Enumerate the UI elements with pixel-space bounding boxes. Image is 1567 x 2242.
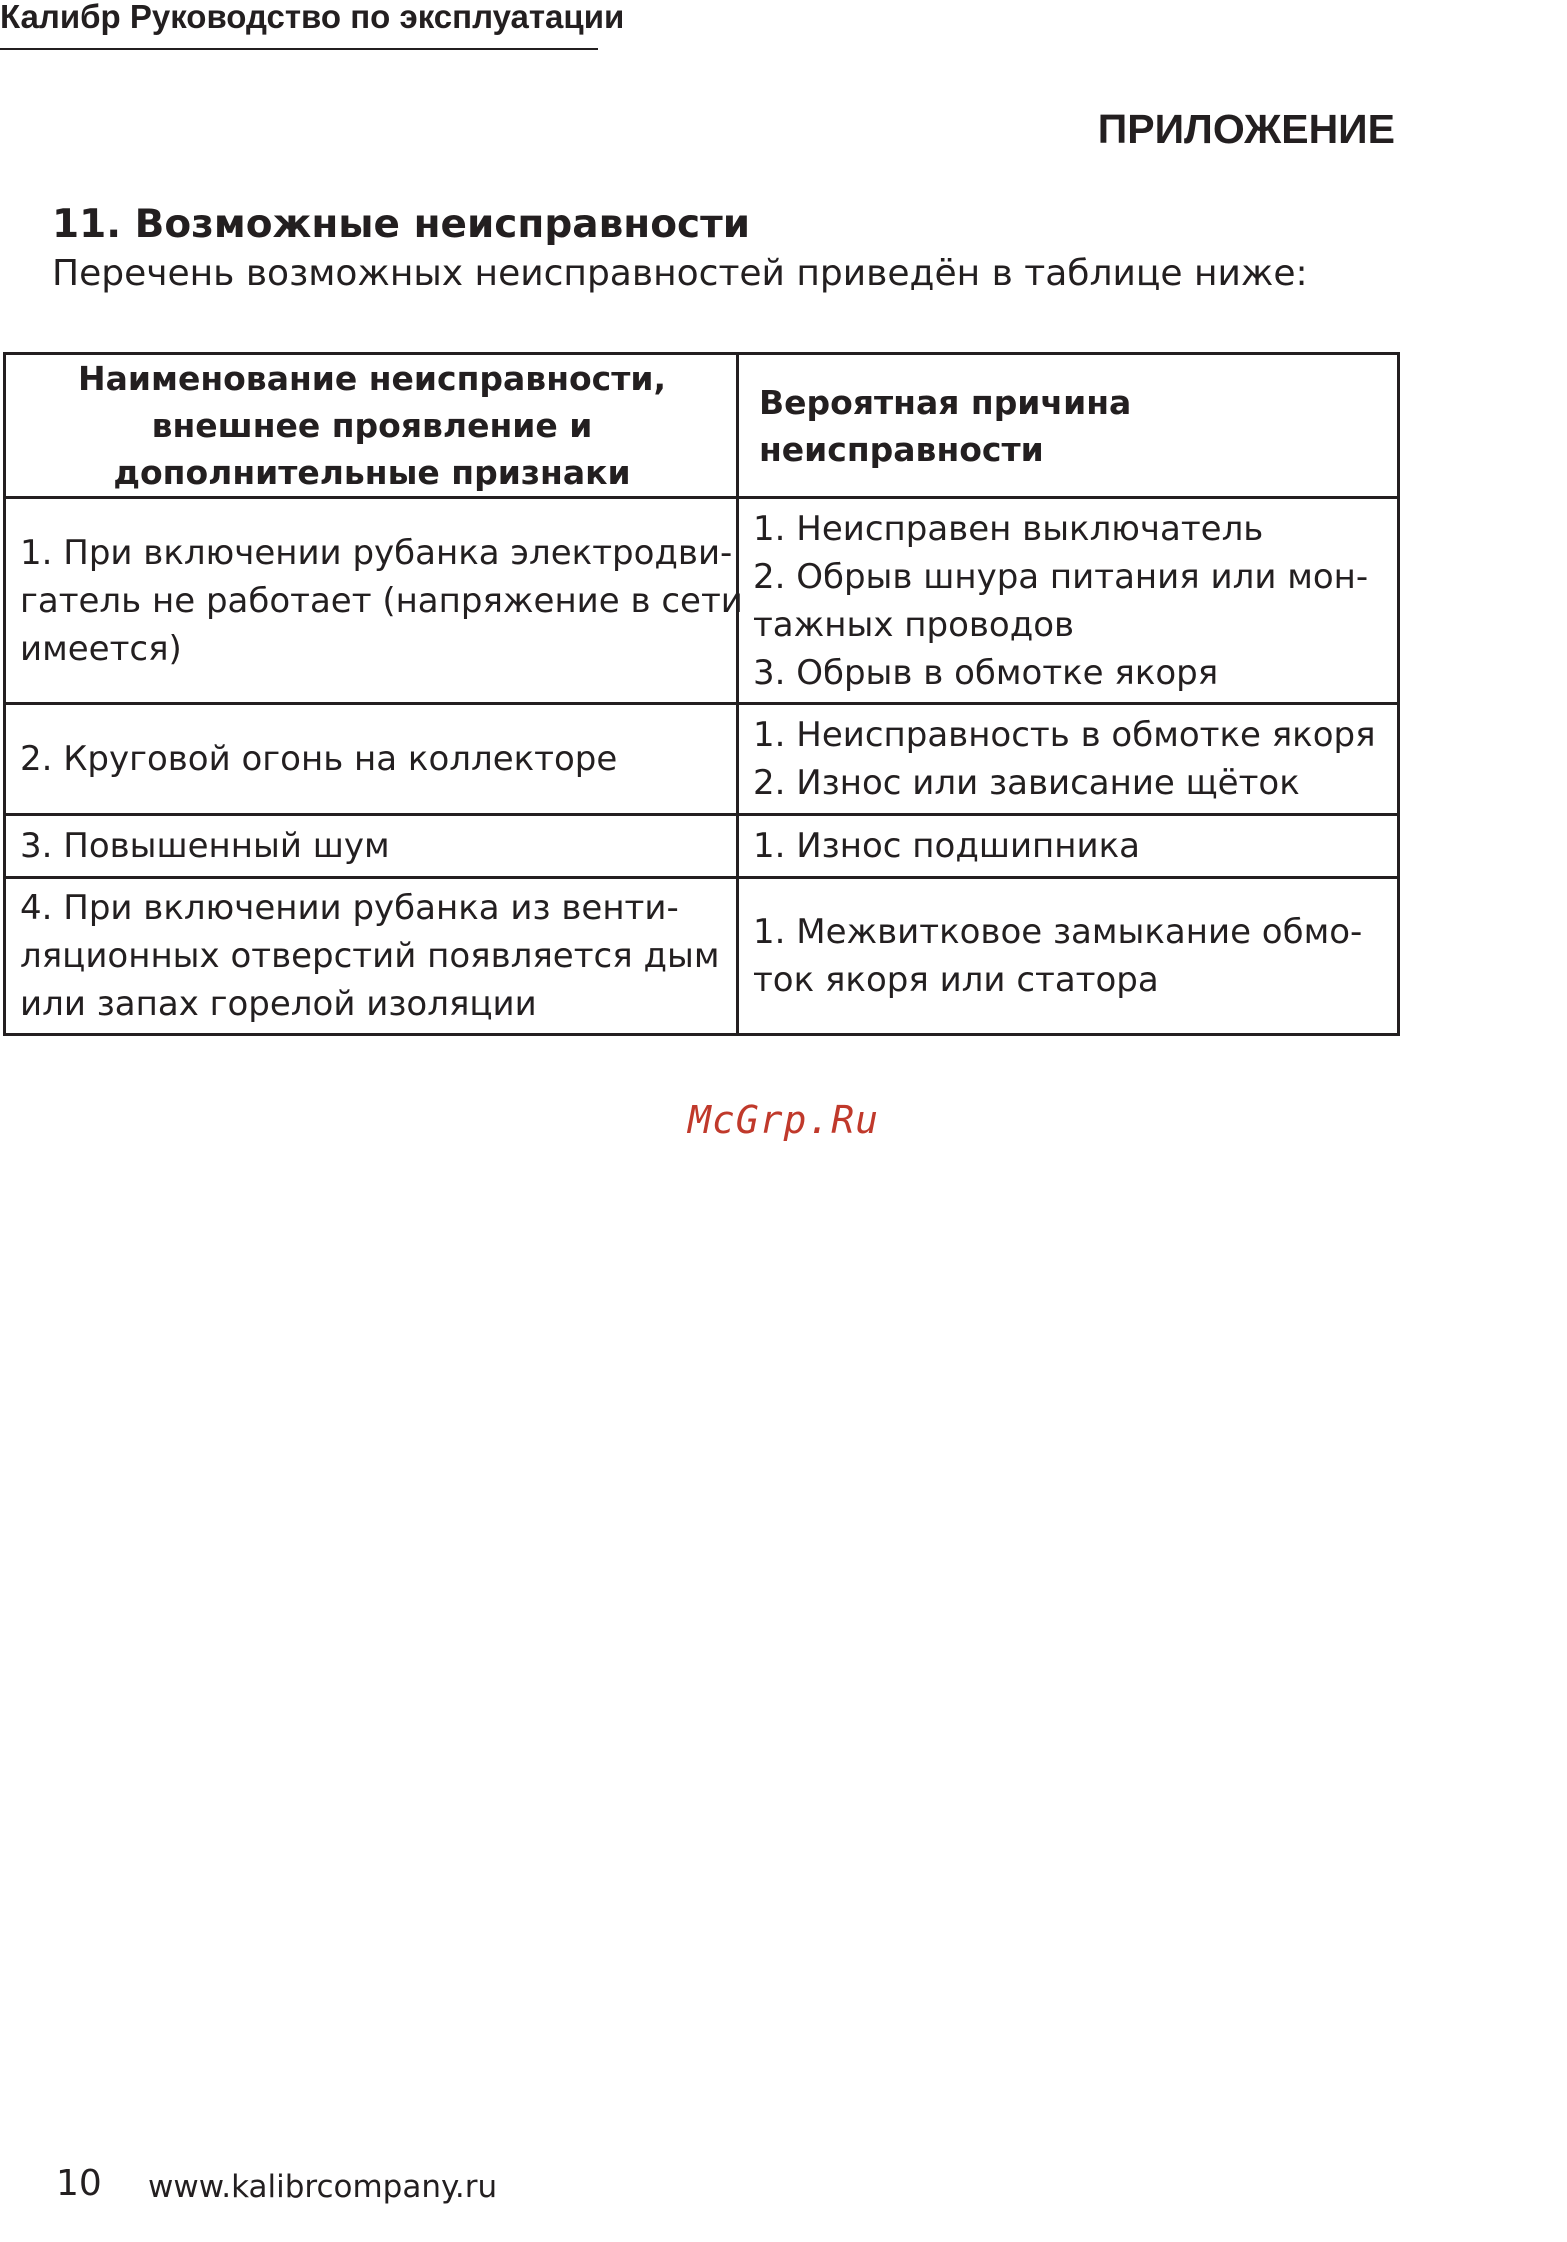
column-header-symptom: Наименование неисправности, внешнее проявление и дополнительные признаки bbox=[5, 354, 738, 498]
symptom-cell bbox=[5, 498, 743, 704]
cause-line: 2. Износ или зависание щёток bbox=[753, 763, 1300, 803]
table-row bbox=[5, 704, 1399, 815]
symptom-cell bbox=[5, 878, 738, 1035]
cause-line: 3. Обрыв в обмотке якоря bbox=[753, 652, 1219, 693]
cause-line: ток якоря или статора bbox=[753, 960, 1159, 1000]
cause-cell bbox=[738, 704, 1399, 815]
symptom-line: имеется) bbox=[20, 628, 182, 669]
table-row bbox=[5, 498, 1399, 704]
symptom-cell bbox=[5, 815, 738, 878]
footer-url-link[interactable]: www.kalibrcompany.ru bbox=[148, 2169, 498, 2205]
cause-line: 1. Неисправен выключатель bbox=[753, 508, 1264, 549]
symptom-line: 4. При включении рубанка из венти- bbox=[20, 888, 679, 928]
cause-line: 1. Износ подшипника bbox=[753, 826, 1140, 866]
cause-line: тажных проводов bbox=[753, 604, 1075, 645]
symptom-cell bbox=[5, 704, 738, 815]
running-header: Калибр Руководство по эксплуатации bbox=[0, 0, 598, 50]
page-number: 10 bbox=[56, 2163, 102, 2204]
table-row bbox=[5, 878, 1399, 1035]
appendix-label: ПРИЛОЖЕНИЕ bbox=[1097, 106, 1395, 152]
symptom-line: ляционных отверстий появляется дым bbox=[20, 936, 720, 976]
cause-line: 1. Межвитковое замыкание обмо- bbox=[753, 912, 1363, 952]
table-row bbox=[5, 815, 1399, 878]
cause-line: 2. Обрыв шнура питания или мон- bbox=[753, 556, 1369, 597]
table-header-row bbox=[5, 354, 1399, 498]
cause-cell bbox=[738, 878, 1399, 1035]
column-header-cause: Вероятная причина неисправности bbox=[738, 354, 1399, 498]
symptom-line: 1. При включении рубанка электродви- bbox=[20, 532, 733, 573]
symptom-line: 3. Повышенный шум bbox=[20, 826, 390, 866]
cause-cell bbox=[738, 498, 1399, 704]
symptom-line: или запах горелой изоляции bbox=[20, 984, 537, 1024]
section-intro: Перечень возможных неисправностей приведён в таблице ниже: bbox=[52, 253, 1308, 294]
watermark-link[interactable]: McGrp.Ru bbox=[688, 1098, 880, 1142]
cause-cell bbox=[738, 815, 1399, 878]
symptom-line: 2. Круговой огонь на коллекторе bbox=[20, 739, 618, 779]
faults-table bbox=[3, 352, 1400, 1036]
section-title: 11. Возможные неисправности bbox=[52, 202, 751, 247]
cause-line: 1. Неисправность в обмотке якоря bbox=[753, 715, 1376, 755]
symptom-line: гатель не работает (напряжение в сети bbox=[20, 580, 743, 621]
